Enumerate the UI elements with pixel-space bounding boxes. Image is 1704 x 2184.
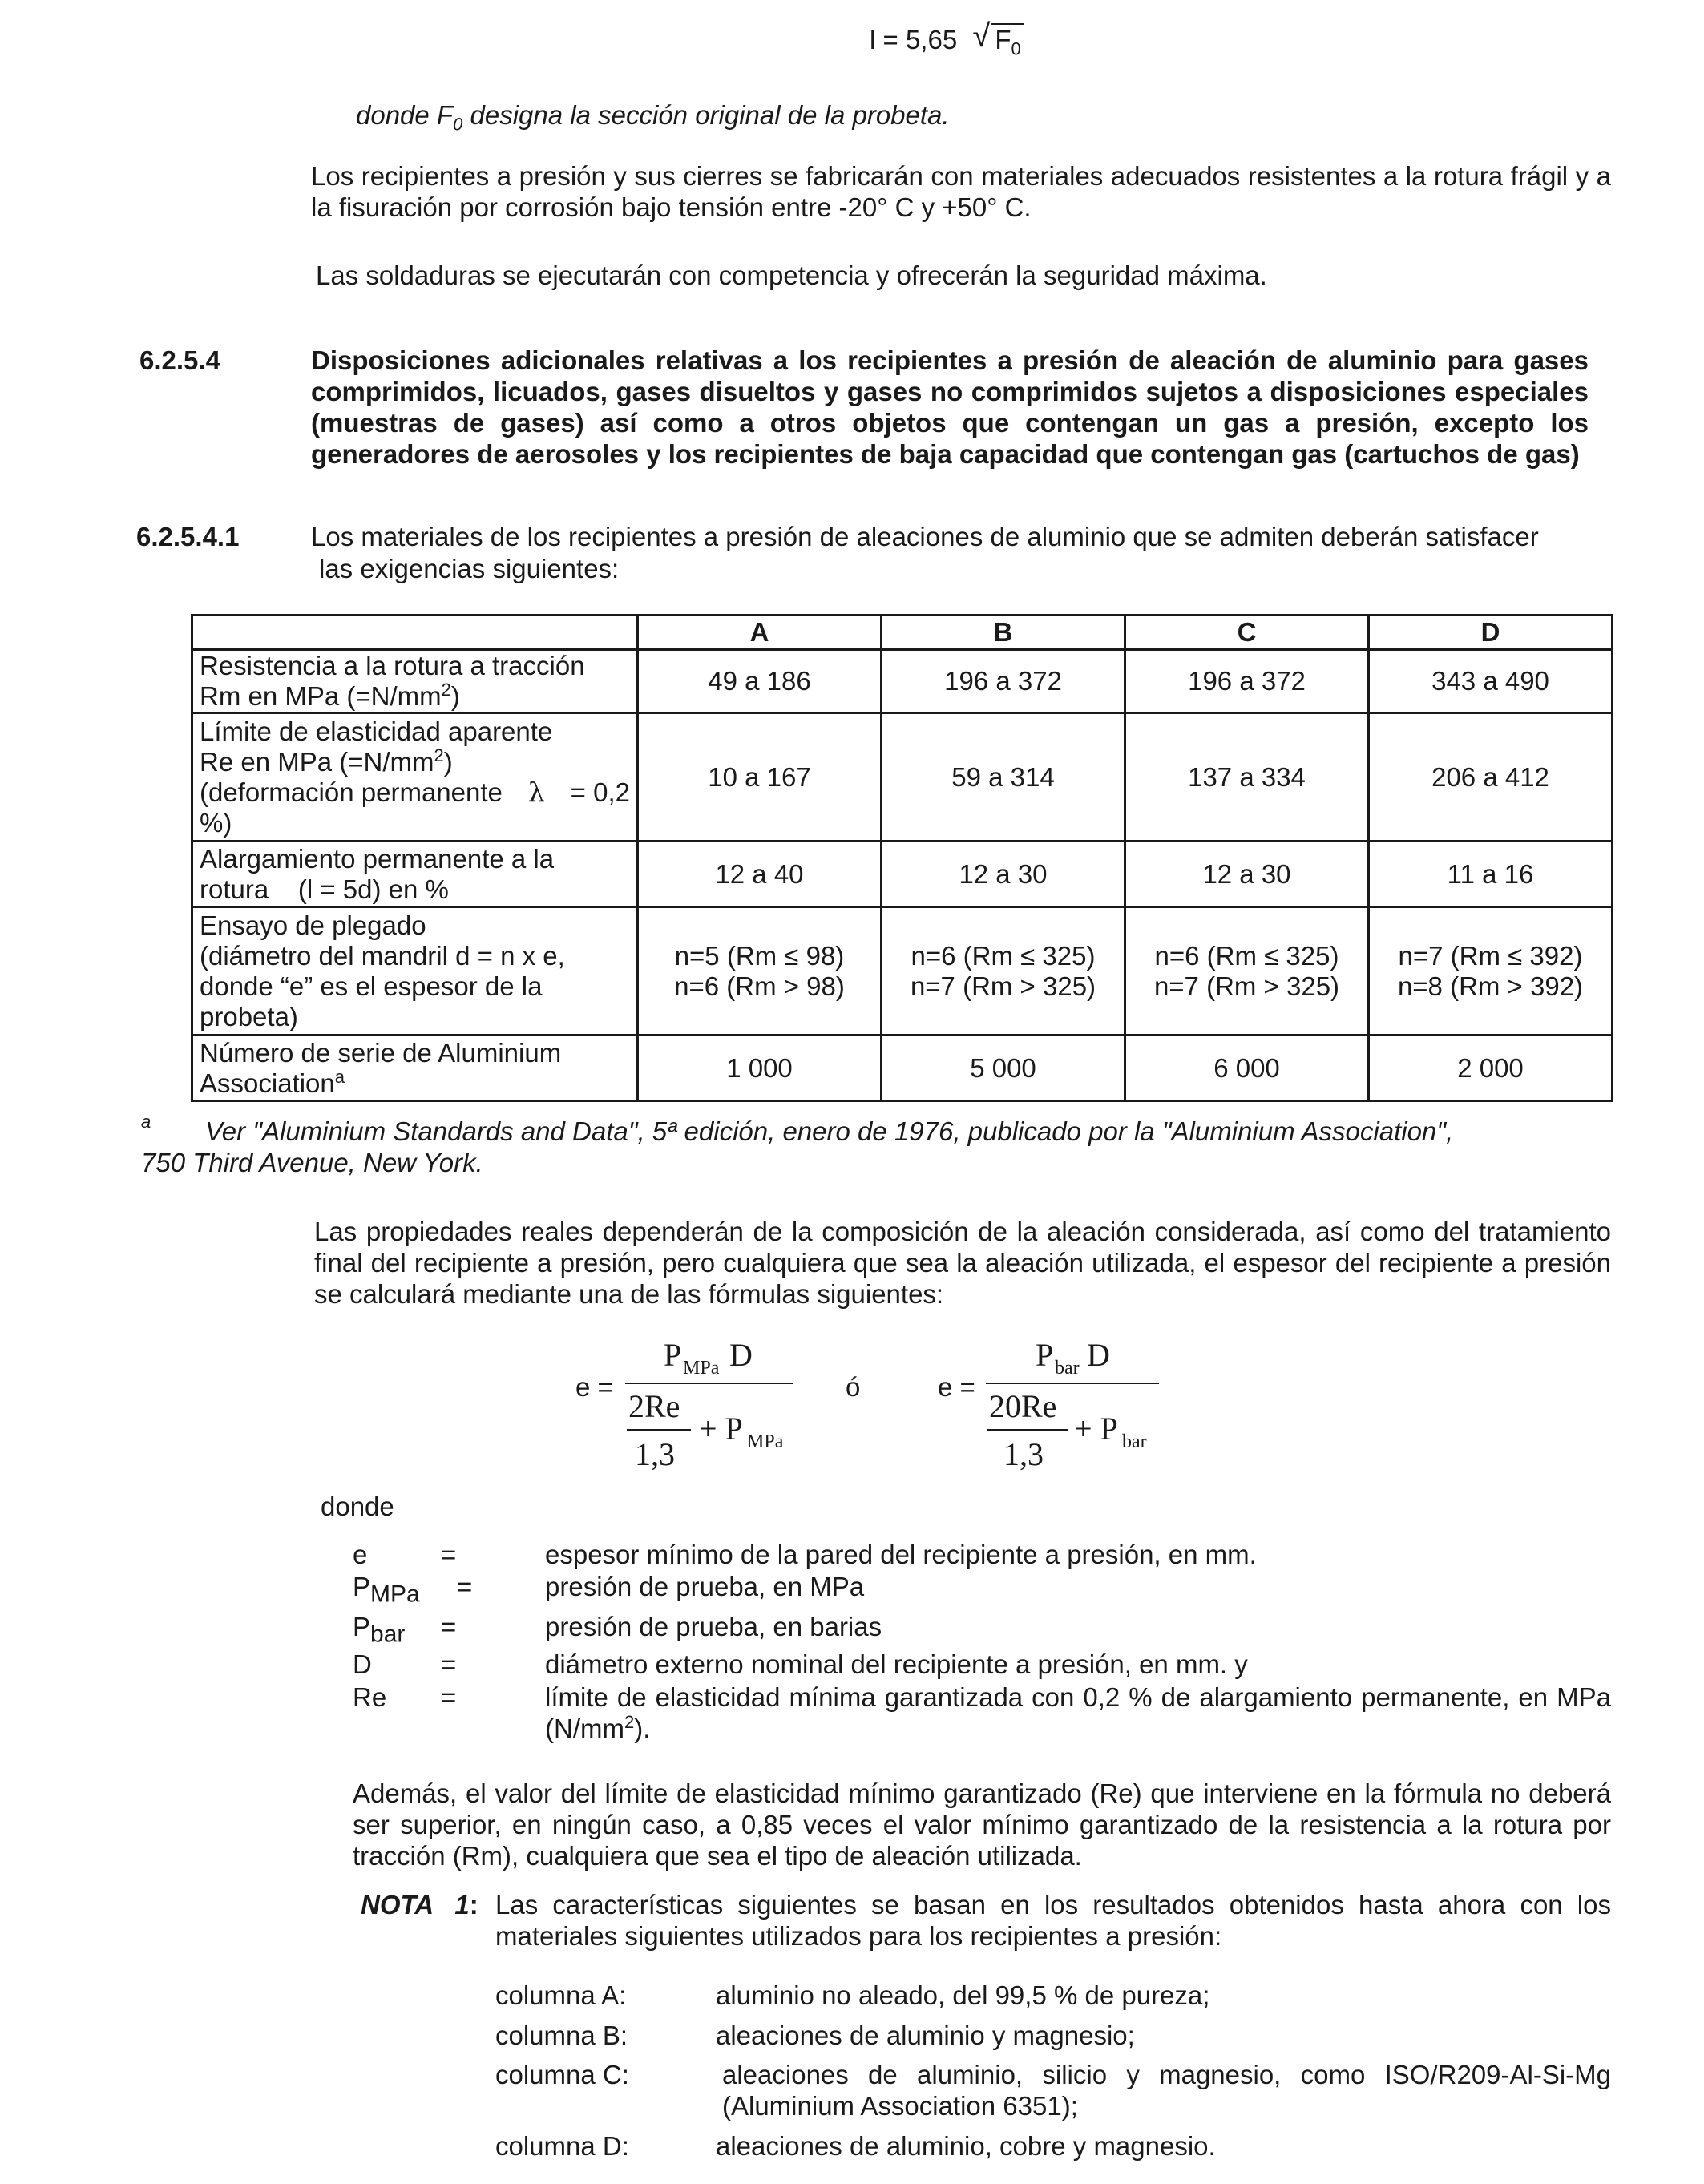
nota-label [361,1889,478,1920]
table-cell: 12 a 30 [1125,842,1369,907]
table-cell: 196 a 372 [882,650,1125,713]
column-desc: aleaciones de aluminio y magnesio; [716,2021,1135,2050]
footnote-line2: 750 Third Avenue, New York. [141,1148,483,1177]
radicand-sub: 0 [1011,38,1021,59]
variable-definition: presión de prueba, en barias [545,1612,882,1641]
section-number-6254: 6.2.5.4 [139,345,220,375]
formula2-den-bottom: 1,3 [1003,1436,1044,1472]
table-cell: 59 a 314 [882,713,1125,842]
variable-symbol [353,1571,420,1608]
label-text: (deformación permanente [200,777,503,807]
symbol-text: P [353,1572,371,1601]
cell-line: n=7 (Rm > 325) [910,971,1096,1001]
where-f0-line [356,99,950,135]
column-desc: aleaciones de aluminio, cobre y magnesio. [716,2131,1216,2161]
cell-line: n=7 (Rm ≤ 392) [1398,940,1583,971]
formula-or: ó [846,1372,861,1402]
footnote-ref: a [334,1066,345,1087]
formula-top [870,18,1024,59]
formula2-eq: e = [938,1372,975,1402]
table-cell: 2 000 [1369,1035,1613,1101]
formula2-num-d: D [1087,1337,1110,1373]
table-row [192,842,1613,907]
cell-line: n=6 (Rm ≤ 325) [1154,940,1339,971]
variable-symbol [353,1611,406,1648]
row-label-line [200,777,630,808]
row-label-line: %) [200,807,232,838]
cell-line: n=8 (Rm > 392) [1397,971,1584,1001]
table-cell [882,907,1125,1035]
column-label: columna A: [495,1980,627,2010]
variable-equals: = [441,1682,457,1712]
table-header-d: D [1369,616,1613,650]
nota-colon: : [469,1890,478,1920]
row-label-yield [192,713,638,842]
row-label-elongation [192,842,638,907]
variable-equals: = [441,1612,457,1641]
intro-paragraph-1: Los recipientes a presión y sus cierres se fabricarán con materiales adecuados resistentes a la rotura frágil y a la fisuración por corrosión bajo tensión entre -20° C y +50° C. [311,161,1611,222]
formula-block [561,1330,1202,1483]
properties-paragraph: Las propiedades reales dependerán de la composición de la aleación considerada, así como del tratamiento final del recipiente a presión, pero cualquiera que sea la aleación utilizada, el espesor del recipiente a presión se calculará mediante una de las fórmulas siguientes: [314,1217,1611,1309]
variable-symbol [353,1539,367,1570]
variable-symbol [353,1681,386,1713]
row-label-line [200,747,630,777]
variable-definition [545,1681,1611,1744]
variable-definition: presión de prueba, en MPa [545,1572,865,1601]
table-row [192,650,1613,713]
row-label-tensile [192,650,638,713]
formula2-num-p: P [1036,1337,1054,1373]
table-cell: 206 a 412 [1369,713,1613,842]
formula1-num-sub: MPa [683,1358,720,1379]
symbol-text: P [353,1612,371,1641]
radicand: F [995,25,1011,54]
definition-text: límite de elasticidad mínima garantizada con 0,2 % de alargamiento permanente, en MPa (N/mm [545,1682,1611,1743]
variable-definition: diámetro externo nominal del recipiente a presión, en mm. y [545,1649,1248,1679]
symbol-text: Re [353,1682,387,1712]
table-cell: 343 a 490 [1369,650,1613,713]
label-text: ) [450,681,460,711]
table-row [192,713,1613,842]
symbol-text: D [353,1649,372,1679]
table-cell: 1 000 [638,1035,882,1101]
definition-sup: 2 [624,1712,635,1732]
formula1-eq: e = [575,1372,613,1402]
where-pre: donde F [356,100,454,130]
table-header-row [192,616,1613,650]
column-desc: aleaciones de aluminio, silicio y magnesio, como ISO/R209-Al-Si-Mg (Aluminium Association 6351); [722,2060,1611,2121]
nota-text: Las características siguientes se basan en los resultados obtenidos hasta ahora con los materiales siguientes utilizados para los recipientes a presión: [495,1890,1611,1951]
label-text: Rm en MPa (=N/mm [200,681,442,711]
row-label-line: Resistencia a la rotura a tracción [200,651,585,680]
label-sup: 2 [441,680,451,700]
where-sub: 0 [453,114,463,135]
row-label-bend-test [192,907,638,1035]
label-text: Re en MPa (=N/mm [200,746,434,777]
sqrt-icon: √ [972,18,991,54]
table-cell [1369,907,1613,1035]
table-header-empty [192,616,638,650]
section-text-62541-line1: Los materiales de los recipientes a presión de aleaciones de aluminio que se admiten deberán satisfacer [311,522,1539,551]
row-label-line: Límite de elasticidad aparente [200,716,553,746]
where-post: designa la sección original de la probeta. [462,100,950,130]
table-row [192,907,1613,1035]
nota-label-text: NOTA 1 [361,1890,470,1920]
table-cell: 6 000 [1125,1035,1369,1101]
column-desc: aluminio no aleado, del 99,5 % de pureza; [716,1980,1210,2010]
definition-text: ). [634,1714,651,1743]
variable-equals: = [457,1572,473,1601]
variable-equals: = [441,1540,457,1569]
formula1-den-bottom: 1,3 [635,1436,675,1472]
properties-table [191,614,1613,1102]
row-label-line: Número de serie de Aluminium [200,1037,562,1068]
cell-line: n=6 (Rm ≤ 325) [911,940,1096,971]
row-label-line: donde “e” es el espesor de la [200,971,543,1001]
row-label-line: probeta) [200,1001,298,1031]
footnote-mark: a [141,1112,151,1132]
sqrt-expression [972,18,1024,59]
donde-label: donde [321,1492,394,1521]
table-cell: 12 a 40 [638,842,882,907]
label-text: = 0,2 [570,777,630,807]
variable-definition: espesor mínimo de la pared del recipiente a presión, en mm. [545,1540,1257,1569]
row-label-line [200,681,630,712]
label-sup: 2 [434,745,444,765]
cell-line: n=5 (Rm ≤ 98) [674,940,845,971]
row-label-line: (diámetro del mandril d = n x e, [200,940,565,971]
section-number-62541: 6.2.5.4.1 [136,522,240,551]
column-label: columna C: [495,2060,629,2089]
ademas-paragraph: Además, el valor del límite de elasticidad mínimo garantizado (Re) que interviene en la fórmula no deberá ser superior, en ningún caso, a 0,85 veces el valor mínimo garantizado de la resistencia a la rotura por tracción (Rm), cualquiera que sea el tipo de aleación utilizada. [353,1778,1611,1871]
table-header-b: B [882,616,1125,650]
lambda-symbol: λ [527,776,545,808]
formula1-num-d: D [729,1337,753,1373]
cell-line: n=7 (Rm > 325) [1153,971,1340,1001]
row-label-line: Ensayo de plegado [200,910,426,940]
intro-paragraph-2: Las soldaduras se ejecutarán con competencia y ofrecerán la seguridad máxima. [316,260,1267,290]
table-cell: 49 a 186 [638,650,882,713]
section-title-6254: Disposiciones adicionales relativas a los recipientes a presión de aleación de aluminio para gases comprimidos, licuados, gases disueltos y gases no comprimidos sujetos a disposiciones especiales (muestras de gases) así como a otros objetos que contengan un gas a presión, excepto los generadores de aerosoles y los recipientes de baja capacidad que contengan gas (cartuchos de gas) [311,345,1589,469]
column-label: columna B: [495,2021,628,2050]
variable-equals: = [441,1649,457,1679]
formula1-plus-sub: MPa [747,1431,784,1452]
formula1-num-p: P [664,1337,682,1373]
symbol-text: e [353,1540,368,1569]
footnote-line1: Ver "Aluminium Standards and Data", 5ª edición, enero de 1976, publicado por la "Aluminium Association", [205,1116,1454,1146]
table-cell: 196 a 372 [1125,650,1369,713]
symbol-sub: bar [370,1621,406,1648]
variable-symbol [353,1649,372,1680]
formula-top-lhs: l = 5,65 [870,25,958,54]
symbol-sub: MPa [370,1580,420,1608]
formula2-plus: + P [1074,1411,1118,1447]
row-label-line: Alargamiento permanente a la [200,843,555,874]
formula1-plus: + P [699,1411,743,1447]
row-label-line [200,1068,630,1099]
table-header-c: C [1125,616,1369,650]
table-row [192,1035,1613,1101]
table-cell: 5 000 [882,1035,1125,1101]
table-cell: 137 a 334 [1125,713,1369,842]
section-text-62541-line2: las exigencias siguientes: [319,554,620,583]
formula2-den-top: 20Re [989,1388,1057,1424]
formula2-num-sub: bar [1055,1358,1080,1379]
table-cell: 10 a 167 [638,713,882,842]
table-cell [638,907,882,1035]
row-label-series [192,1035,638,1101]
table-header-a: A [638,616,882,650]
table-cell [1125,907,1369,1035]
label-text: Association [200,1068,335,1098]
table-cell: 12 a 30 [882,842,1125,907]
label-text: ) [443,746,453,777]
row-label-line: rotura (l = 5d) en % [200,874,449,904]
formula2-plus-sub: bar [1122,1431,1147,1452]
cell-line: n=6 (Rm > 98) [674,971,845,1001]
column-label: columna D: [495,2131,629,2161]
table-cell: 11 a 16 [1369,842,1613,907]
formula1-den-top: 2Re [628,1388,680,1424]
formula-svg [561,1330,1202,1483]
